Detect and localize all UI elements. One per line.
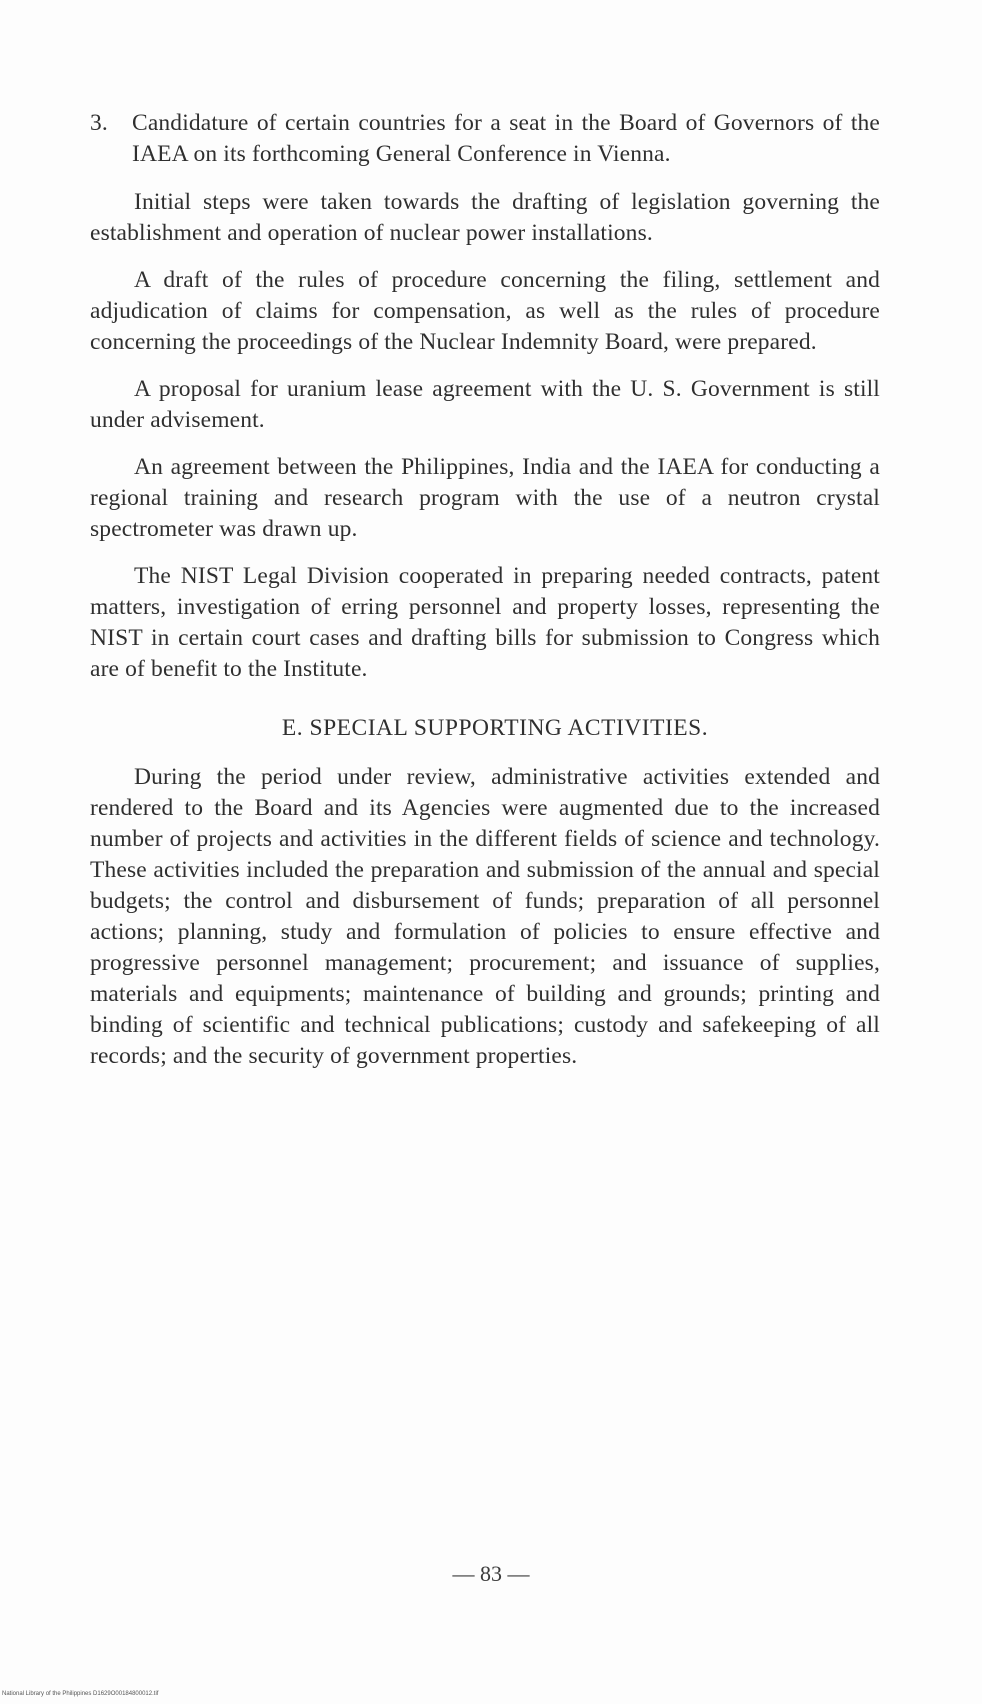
item-number: 3. bbox=[90, 110, 108, 136]
paragraph-legislation: Initial steps were taken towards the drafting of legislation governing the establishment and operation of nuclear power installations. bbox=[90, 189, 880, 246]
section-heading: E. SPECIAL SUPPORTING ACTIVITIES. bbox=[281, 715, 709, 741]
item-text: Candidature of certain countries for a seat in the Board of Governors of the IAEA on its forthcoming General Conference in Vienna. bbox=[132, 110, 880, 167]
paragraph-supporting-activities: During the period under review, administrative activities extended and rendered to the Board and its Agencies were augmented due to the increased number of projects and activities in the different fields of science and technology. These activities included the preparation and submission of the annual and special budgets; the control and disbursement of funds; preparation of all personnel actions; planning, study and formulation of policies to ensure effective and progressive personnel management; procurement; and issuance of supplies, materials and equipments; maintenance of building and grounds; printing and binding of scientific and technical publications; custody and safekeeping of all records; and the security of government properties. bbox=[90, 764, 880, 1069]
paragraph-uranium-lease: A proposal for uranium lease agreement with the U. S. Government is still under advisement. bbox=[90, 376, 880, 433]
paragraph-rules-of-procedure: A draft of the rules of procedure concerning the filing, settlement and adjudication of claims for compensation, as well as the rules of procedure concerning the proceedings of the Nuclear Indemnity Board, were prepared. bbox=[90, 267, 880, 355]
numbered-item-3 bbox=[90, 108, 880, 170]
paragraph-iaea-agreement: An agreement between the Philippines, India and the IAEA for conducting a regional training and research program with the use of a neutron crystal spectrometer was drawn up. bbox=[90, 454, 880, 542]
page-body bbox=[90, 108, 880, 1088]
paragraph-legal-division: The NIST Legal Division cooperated in preparing needed contracts, patent matters, investigation of erring personnel and property losses, representing the NIST in certain court cases and drafting bills for submission to Congress which are of benefit to the Institute. bbox=[90, 563, 880, 682]
archive-stamp: National Library of the Philippines D1629O00184800012.tif bbox=[2, 1691, 159, 1697]
page-number: — 83 — bbox=[452, 1561, 530, 1586]
